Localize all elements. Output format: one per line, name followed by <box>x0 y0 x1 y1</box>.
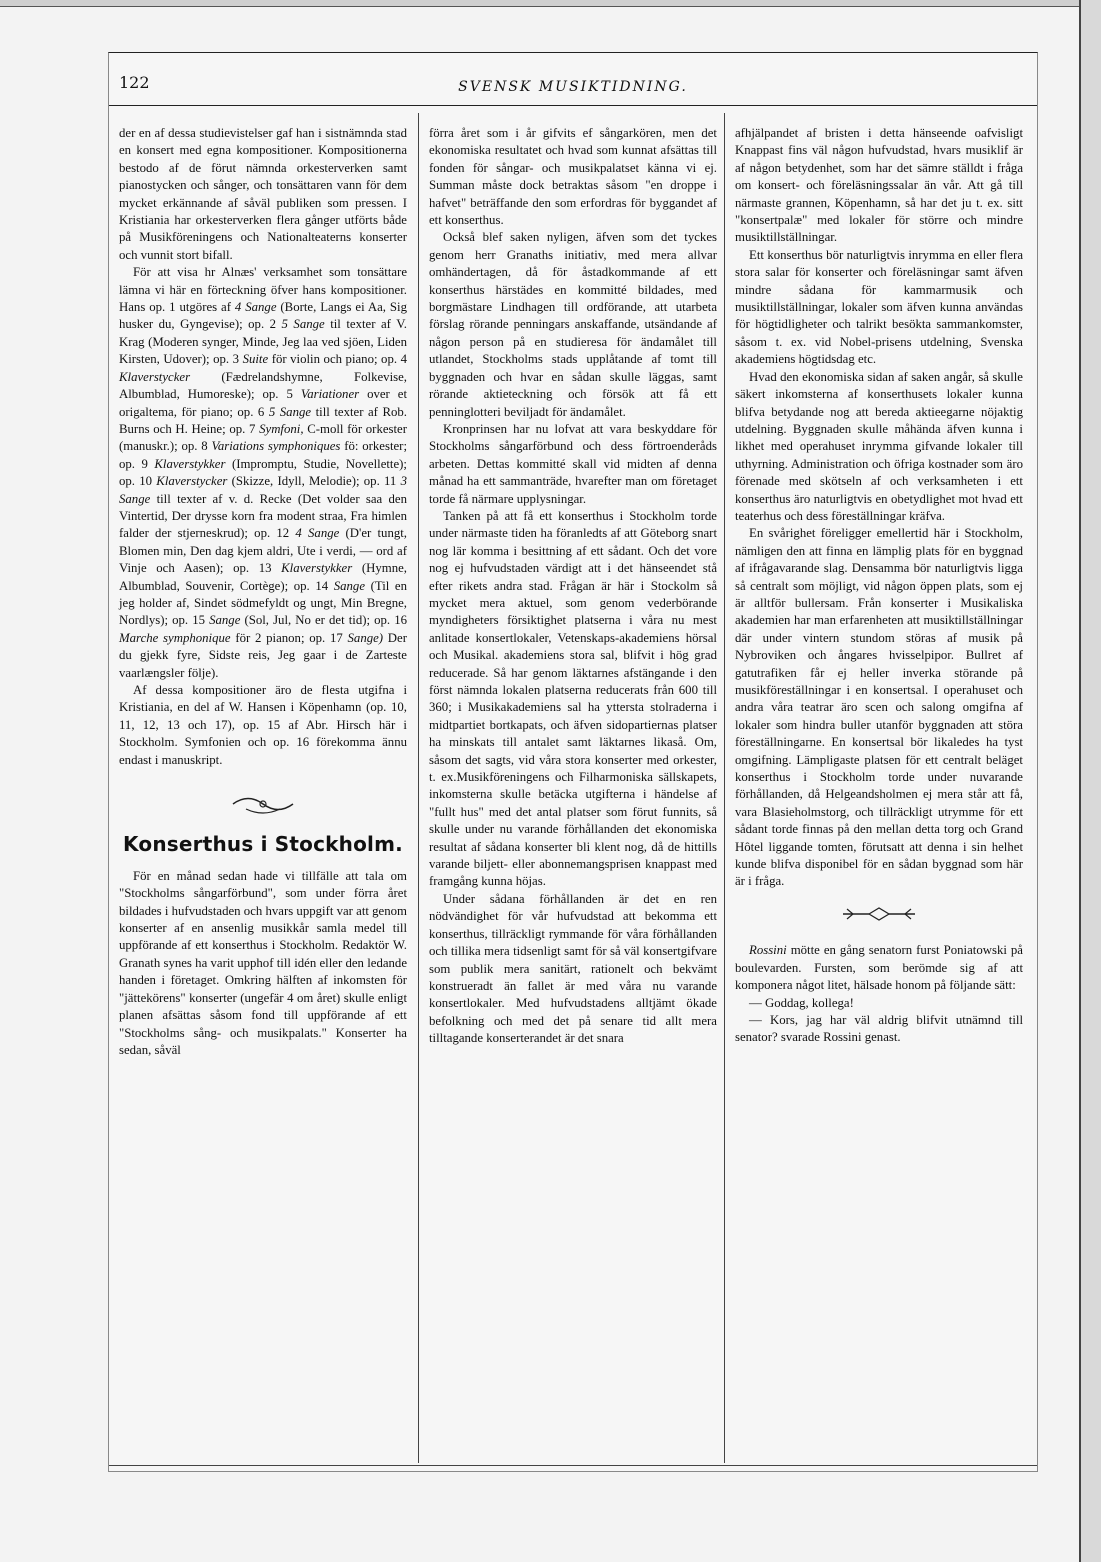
paragraph: För en månad sedan hade vi tillfälle att tala om "Stockholms sångarförbund", som under förra året bildades i hufvudstaden och hvars uppgift var att genom konserter af en ansenlig musikkår samla medel till uppförande af ett konserthus i Stockholm. Redaktör W. Granath synes ha varit upphof till idén eller den ledande handen i företaget. Omkring hälften af inkomsten för "jättekörens" konserter (ungefär 4 om året) skulle enligt planen afsättas såsom fond till uppförande af ett "Stockholms sång- och musikpalats." Konserter ha sedan, såväl <box>119 868 407 1057</box>
paragraph: En svårighet föreligger emellertid här i Stockholm, nämligen den att finna en lämplig plats för en byggnad af ifrågavarande slag. Densamma bör naturligtvis ligga så centralt som möjligt, vid någon öppen plats, som ej är alltför bullersam. Från konserter i Musikaliska akademien har man erfarenheten att musiktillställningar där under vintern stundom störas af musik på Nybroviken och ångares hvisselpipor. Bullret af gatutrafiken får ej heller inverka störande på musikföreställningar i en konsertsal. I operahuset och andra våra teatrar äro scen och salong omgifna af lokaler som hindra buller utanför byggnaden att störa föreställningarne. En konsertsal bör likaledes ha tyst omgifning. Lämpligaste platsen för ett centralt beläget konserthus i Stockholm torde under nuvarande förhållanden, då Helgeandsholmen ej mera står att få, vara Blasieholmstorg, och tillräckligt utrymme för ett sådant torde finnas på den mellan detta torg och Grand Hôtel liggande tomten, förutsatt att denna i sin helhet kunde blifva disponibel för en sådan byggnad som här är i fråga. <box>735 526 1023 889</box>
paragraph: — Goddag, kollega! <box>749 995 854 1010</box>
anecdote-paragraph: Rossini mötte en gång senatorn furst Poniatowski på boulevarden. Fursten, som berömde sig af att komponera något litet, hälsade honom på följande sätt: <box>735 943 1023 993</box>
paragraph: Hvad den ekonomiska sidan af saken angår, så skulle säkert inkomsterna af konserthusets lokaler kunna blifva betydande nog att bereda aktieegarne nöjaktig utdelning. Byggnaden skulle måhända äfven kunna i likhet med operahuset inrymma gifvande lokaler till uthyrning. Administration och öfriga kostnader som äro förenade med skötseln af och verksamheten i ett konserthus äro naturligtvis en obetydlighet mot hvad ett teaterhus och dess föreställningar kräfva. <box>735 369 1023 523</box>
bottom-rule <box>109 1465 1037 1466</box>
column-3 <box>735 125 1023 1047</box>
page-header <box>109 71 1037 106</box>
divider-ornament-icon <box>735 905 1023 926</box>
running-title: SVENSK MUSIKTIDNING. <box>458 79 688 95</box>
composition-list-paragraph: För att visa hr Alnæs' verksamhet som tonsättare lämna vi här en förteckning öfver hans kompositioner. Hans op. 1 utgöres af 4 Sange (Borte, Langs ei Aa, Sig husker du, Gyngevise); op. 2 5 Sange til texter af V. Krag (Moderen synger, Minde, Jeg laa ved sjöen, Liden Kirsten, Udover); op. 3 Suite för violin och piano; op. 4 Klaverstycker (Fædrelandshymne, Folkevise, Albumblad, Humoreske); op. 5 Variationer over et origaltema, för piano; op. 6 5 Sange till texter af Rob. Burns och H. Heine; op. 7 Symfoni, C-moll för orkester (manuskr.); op. 8 Variations symphoniques fö: orkester; op. 9 Klaverstykker (Impromptu, Studie, Novellette); op. 10 Klaverstycker (Skizze, Idyll, Melodie); op. 11 3 Sange till texter af v. d. Recke (Det volder saa den Vintertid, Der drysse korn fra modent straa, Fra himlen falder der stjerneskrud); op. 12 4 Sange (D'er tungt, Blomen min, Den dag kjem aldri, Ute i verdi, — ord af Vinje och Aasen); op. 13 Klaverstykker (Hymne, Albumblad, Souvenir, Cortège); op. 14 Sange (Til en jeg holder af, Sindet södmefyldt og ungt, Min Bregne, Nordlys); op. 15 Sange (Sol, Jul, No er det tid); op. 16 Marche symphonique för 2 pianon; op. 17 Sange) Der du gjekk fyre, Sidste reis, Jeg gaar i de Zarteste vaarlængsler följe). <box>119 265 408 680</box>
paragraph: förra året som i år gifvits ef sångarkören, men det ekonomiska resultatet och hvad som kunnat afsättas till fonden för sångar- och musikpalatset känna vi ej. Summan måste dock betraktas såsom "en droppe i hafvet" beträffande den som erfordras för byggandet af ett konserthus. <box>429 126 717 228</box>
paragraph: Också blef saken nyligen, äfven som det tyckes genom herr Granaths initiativ, med mera allvar omhändertagen, då för åstadkommande af ett konserthus härstädes en kommitté bildades, med borgmästare Lindhagen till ordförande, att utarbeta förslag rörande penningars anskaffande, utsändande af någon person på en studieresa för ändamålet till utlandet, Stockholms stads upplåtande af tomt till byggnaden och hvar en sådan skulle läggas, samt rörande aktieteckning och försök att få ett penninglotteri beviljadt för ändamålet. <box>429 230 717 419</box>
scan-top-edge <box>0 0 1101 7</box>
paragraph: — Kors, jag har väl aldrig blifvit utnämnd till senator? svarade Rossini genast. <box>735 1012 1023 1045</box>
paragraph: Tanken på att få ett konserthus i Stockholm torde under närmaste tiden ha föranledts af att Göteborg snart nog lär komma i besittning af ett sådant. Och det vore nog ej hufvudstaden värdigt att i det hänseendet stå efter rikets andra stad. Frågan är här i Stockolm så mycket mera aktuel, som genom vederbörande myndigheters försiktighet platserna i våra nu mest anlitade konsertlokaler, Vetenskaps-akademiens hörsal och Musikal. akademiens stora sal, blifvit i hög grad reducerade. Så har genom läktarnes afstängande i den först nämnda lokalen platserna reducerats från 600 till 360; i Musikakademiens sal ha yttersta stolraderna i midtpartiet bortkapats, och äfven sidopartiernas platser ha minskats till antalet samt läktarnes likaså. Om, såsom det sagts, vid våra stora konserter med orkester, t. ex.Musikföreningens och Filharmoniska sällskapets, inkomsterna skulle betäcka utgifterna i händelse af "fullt hus" med det antal platser som förut funnits, så skulle under nu varande förhållanden det ekonomiska resultat af sådana konserter bli klent nog, då de hittills varande biljett- eller abonnemangsprisen knappast med framgång kunna höjas. <box>429 508 717 889</box>
section-title: Konserthus i Stockholm. <box>123 832 403 857</box>
paragraph: Ett konserthus bör naturligtvis inrymma en eller flera stora salar för konserter och föreläsningar samt äfven mindre sådana för kammarmusik och musiktillställningar, lokaler som äfven kunna användas för högtidligheter och talrikt besökta sammankomster, såsom t. ex. vid Nobel-prisens utdelning, Svenska akademiens högtidsdag etc. <box>735 247 1023 367</box>
column-2 <box>429 125 717 1048</box>
ornament-flourish-icon <box>119 791 407 818</box>
paragraph: der en af dessa studievistelser gaf han i sistnämnda stad en konsert med egna kompositioner. Kompositionerna bestodo af de förut nämnda orkesterverken samt pianostycken och sånger, och tonsättaren vann för dem mycket erkännande af såväl publiken som pressen. I Kristiania har orkesterverken flera gånger utförts både på Musikföreningens och Nationalteaterns konserter och vunnit stort bifall. <box>119 126 407 262</box>
scan-right-edge <box>1079 0 1101 1562</box>
paragraph: afhjälpandet af bristen i detta hänseende oafvisligt Knappast fins väl någon hufvudstad, hvars musiklif är af någon betydenhet, som har det sämre ställdt i fråga om konsert- och föreläsningssalar än vår. Att gå till närmaste grannen, Köpenhamn, så har det ju t. ex. sitt "konsertpalæ" med lokaler för större och mindre musiktillställningar. <box>735 126 1023 245</box>
column-1 <box>119 125 407 1059</box>
journal-page <box>108 52 1038 1472</box>
paragraph: Af dessa kompositioner äro de flesta utgifna i Kristiania, en del af W. Hansen i Köpenhamn (op. 10, 11, 12, 13 och 17), op. 15 af Abr. Hirsch här i Stockholm. Symfonien och op. 16 förekomma ännu endast i manuskript. <box>119 683 407 767</box>
paragraph: Kronprinsen har nu lofvat att vara beskyddare för Stockholms sångarförbund och dess förtroenderåds arbeten. Dettas kommitté skall vid midten af denna månad ha ett sammanträde, hvarefter man om företaget torde få närmare upplysningar. <box>429 421 717 506</box>
paragraph: Under sådana förhållanden är det en ren nödvändighet för vår hufvudstad att bekomma ett konserthus, tillräckligt rymmande för våra förhållanden och tillika mera tidsenligt samt för så väl konsertgifvare som publik mera sanitärt, rationelt och bekvämt konstrueradt än fallet är med våra nu varande konsertlokaler. Med hufvudstadens alltjämt ökade befolkning och med det på senare tid allt mera tilltagande konserterandet är det snara <box>429 891 717 1046</box>
column-rule-left <box>418 113 419 1463</box>
page-number: 122 <box>119 73 150 92</box>
column-rule-right <box>724 113 725 1463</box>
